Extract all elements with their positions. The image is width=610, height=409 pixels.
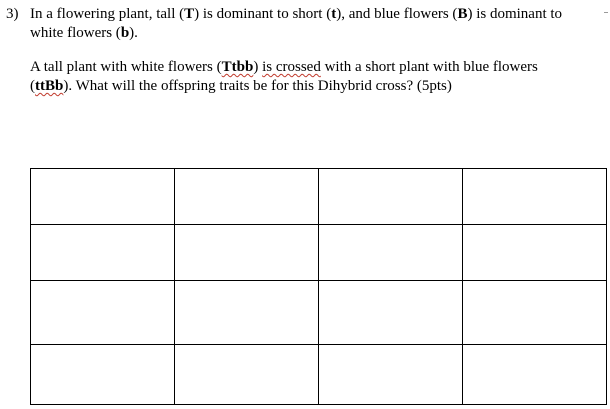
punnett-cell[interactable] — [463, 225, 607, 281]
question-prompt-line-1 — [30, 58, 602, 77]
punnett-cell[interactable] — [31, 225, 175, 281]
punnett-row — [31, 345, 607, 405]
text-run: ) is dominant to — [467, 6, 563, 22]
question-intro-line-1 — [30, 5, 602, 24]
text-run: In a flowering plant, tall ( — [30, 6, 185, 22]
page-edge-mark — [604, 12, 608, 13]
punnett-cell[interactable] — [319, 281, 463, 345]
text-run: ) — [253, 59, 263, 75]
question-number: 3) — [6, 6, 19, 22]
genotype-parent-2: ttBb — [35, 78, 64, 94]
punnett-cell[interactable] — [463, 281, 607, 345]
punnett-cell[interactable] — [31, 169, 175, 225]
text-run: ). What will the offspring traits be for this Dihybrid cross? (5pts) — [63, 78, 452, 94]
allele-blue: B — [457, 6, 468, 22]
punnett-row — [31, 169, 607, 225]
allele-tall: T — [184, 6, 195, 22]
text-run: ), and blue flowers ( — [336, 6, 458, 22]
text-run: ). — [129, 25, 138, 41]
question-prompt — [30, 58, 602, 96]
text-run: ) is dominant to short ( — [194, 6, 332, 22]
text-run: white flowers ( — [30, 25, 121, 41]
punnett-square — [30, 168, 607, 405]
punnett-cell[interactable] — [319, 225, 463, 281]
question-intro-line-2 — [30, 24, 602, 43]
punnett-cell[interactable] — [31, 345, 175, 405]
punnett-cell[interactable] — [31, 281, 175, 345]
allele-short: t — [331, 6, 337, 22]
punnett-cell[interactable] — [319, 345, 463, 405]
text-run: with a short plant with blue flowers — [320, 59, 538, 75]
punnett-cell[interactable] — [319, 169, 463, 225]
punnett-cell[interactable] — [463, 345, 607, 405]
genotype-parent-1: Ttbb — [221, 59, 254, 75]
punnett-row — [31, 225, 607, 281]
punnett-cell[interactable] — [175, 345, 319, 405]
punnett-cell[interactable] — [175, 225, 319, 281]
allele-white: b — [120, 25, 130, 41]
question-intro — [30, 5, 602, 43]
text-run: A tall plant with white flowers ( — [30, 59, 222, 75]
punnett-cell[interactable] — [175, 169, 319, 225]
text-run: ( — [30, 78, 35, 94]
grammar-flagged-text: is crossed — [262, 59, 321, 75]
punnett-cell[interactable] — [175, 281, 319, 345]
punnett-row — [31, 281, 607, 345]
punnett-cell[interactable] — [463, 169, 607, 225]
question-prompt-line-2 — [30, 77, 602, 96]
